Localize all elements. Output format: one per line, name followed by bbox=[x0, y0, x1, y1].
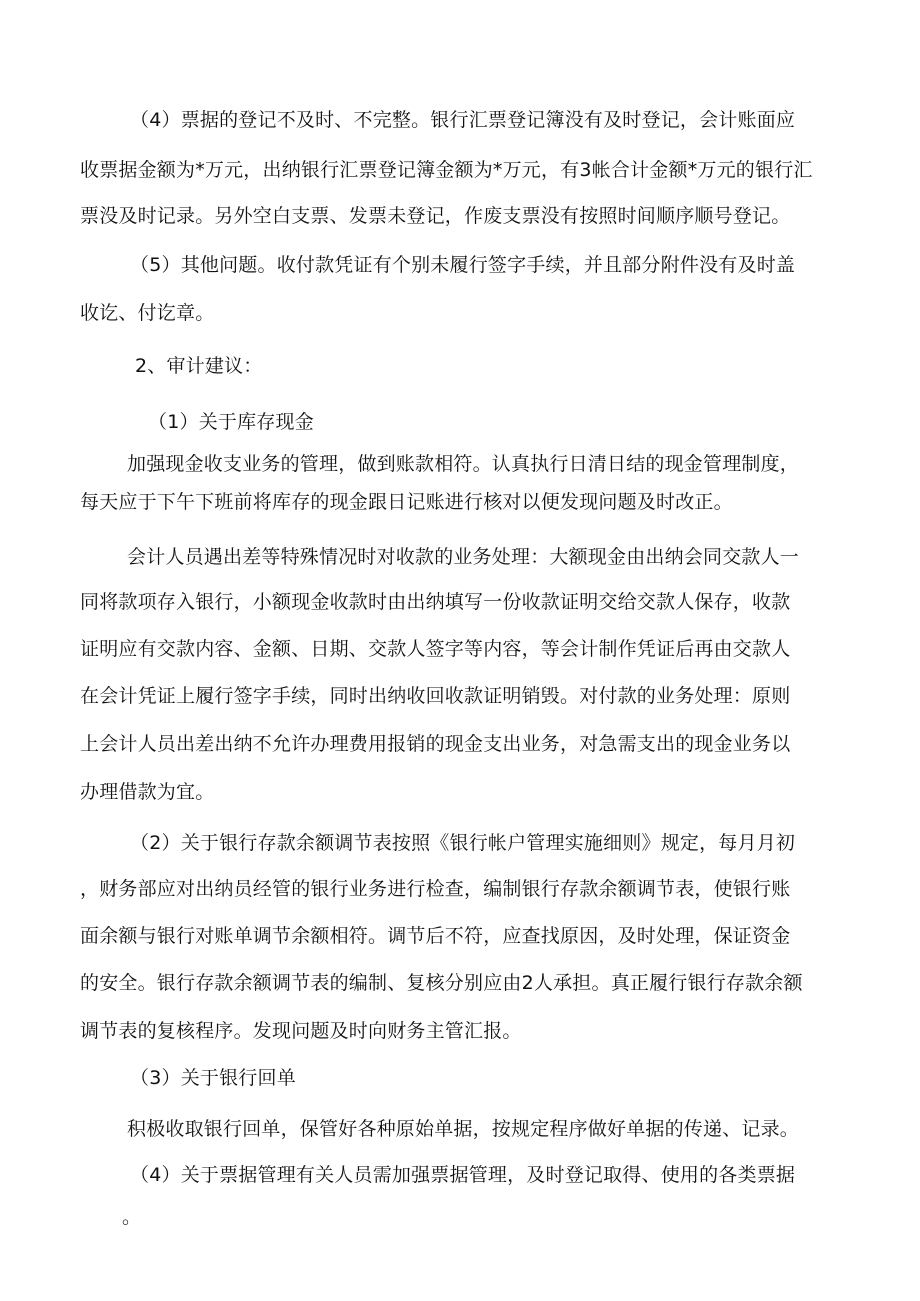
text-line: 同将款项存入银行，小额现金收款时由出纳填写一份收款证明交给交款人保存，收款 bbox=[80, 591, 791, 613]
text-line: （4）票据的登记不及时、不完整。银行汇票登记簿没有及时登记，会计账面应 bbox=[130, 109, 796, 131]
text-line: 积极收取银行回单，保管好各种原始单据，按规定程序做好单据的传递、记录。 bbox=[127, 1118, 800, 1140]
text-line: 收票据金额为*万元，出纳银行汇票登记簿金额为*万元，有3帐合计金额*万元的银行汇 bbox=[80, 159, 813, 181]
text-line: 会计人员遇出差等特殊情况时对收款的业务处理：大额现金由出纳会同交款人一 bbox=[127, 546, 800, 568]
text-line: ，财务部应对出纳员经管的银行业务进行检查，编制银行存款余额调节表，使银行账 bbox=[80, 878, 791, 900]
text-line: 每天应于下午下班前将库存的现金跟日记账进行核对以便发现问题及时改正。 bbox=[80, 491, 733, 513]
text-line: 证明应有交款内容、金额、日期、交款人签字等内容，等会计制作凭证后再由交款人 bbox=[80, 638, 791, 660]
text-line: （2）关于银行存款余额调节表按照《银行帐户管理实施细则》规定，每月月初 bbox=[130, 832, 796, 854]
subsection-heading: （1）关于库存现金 bbox=[148, 411, 314, 433]
text-line: 办理借款为宜。 bbox=[80, 781, 215, 803]
text-line: （4）关于票据管理有关人员需加强票据管理，及时登记取得、使用的各类票据 bbox=[130, 1164, 796, 1186]
text-line: 加强现金收支业务的管理，做到账款相符。认真执行日清日结的现金管理制度， bbox=[127, 453, 800, 475]
text-line: 在会计凭证上履行签字手续，同时出纳收回收款证明销毁。对付款的业务处理：原则 bbox=[80, 685, 791, 707]
text-line: 调节表的复核程序。发现问题及时向财务主管汇报。 bbox=[80, 1020, 522, 1042]
text-line: 票没及时记录。另外空白支票、发票未登记，作废支票没有按照时间顺序顺号登记。 bbox=[80, 205, 791, 227]
section-heading: 2、审计建议： bbox=[135, 355, 263, 377]
subsection-heading: （3）关于银行回单 bbox=[130, 1067, 296, 1089]
text-line: （5）其他问题。收付款凭证有个别未履行签字手续，并且部分附件没有及时盖 bbox=[130, 254, 796, 276]
text-line: 上会计人员出差出纳不允许办理费用报销的现金支出业务，对急需支出的现金业务以 bbox=[80, 733, 791, 755]
text-line: 面余额与银行对账单调节余额相符。调节后不符，应查找原因，及时处理，保证资金 bbox=[80, 925, 791, 947]
text-line: 收讫、付讫章。 bbox=[80, 302, 215, 324]
text-line: 的安全。银行存款余额调节表的编制、复核分别应由2人承担。真正履行银行存款余额 bbox=[80, 972, 803, 994]
text-line: 。 bbox=[122, 1206, 142, 1228]
